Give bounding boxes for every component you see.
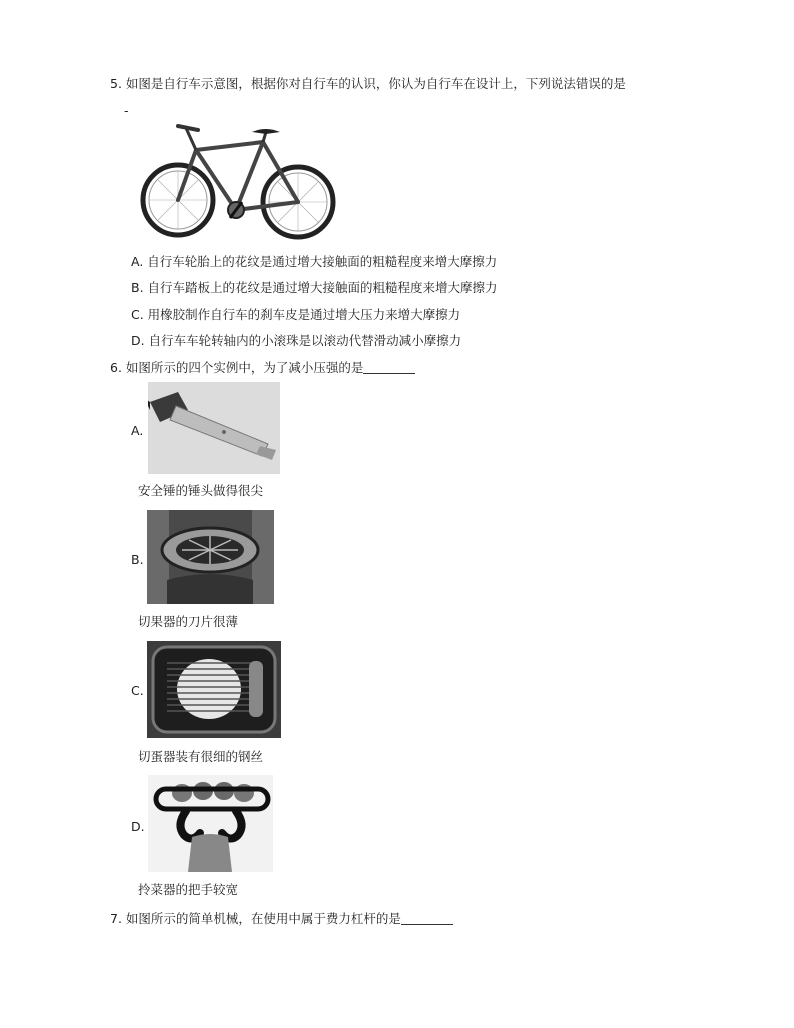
- egg-slicer-image: [147, 641, 281, 738]
- q6-stem-text: 6. 如图所示的四个实例中，为了减小压强的是: [110, 360, 364, 375]
- q6-option-b-caption: 切果器的刀片很薄: [138, 614, 239, 629]
- fruit-slicer-image: [147, 510, 274, 604]
- q5-option-a: A. 自行车轮胎上的花纹是通过增大接触面的粗糙程度来增大摩擦力: [131, 254, 498, 269]
- q6-option-d-caption: 拎菜器的把手较宽: [138, 882, 239, 897]
- q6-option-c-caption: 切蛋器装有很细的钢丝: [138, 749, 264, 764]
- q6-stem: [110, 360, 415, 376]
- q5-option-b: B. 自行车踏板上的花纹是通过增大接触面的粗糙程度来增大摩擦力: [131, 280, 498, 295]
- bag-carrier-image: [148, 775, 273, 872]
- q6-option-c-letter: C.: [131, 683, 144, 698]
- answer-blank: [363, 361, 415, 374]
- answer-blank: [401, 912, 453, 925]
- q6-option-b-letter: B.: [131, 552, 144, 567]
- q5-stem: 5. 如图是自行车示意图，根据你对自行车的认识，你认为自行车在设计上，下列说法错误的是: [110, 76, 626, 91]
- q6-option-d-letter: D.: [131, 819, 145, 834]
- q6-option-a-letter: A.: [131, 423, 144, 438]
- q5-blank: -: [124, 103, 129, 118]
- q6-option-a-caption: 安全锤的锤头做得很尖: [138, 483, 264, 498]
- safety-hammer-image: [148, 382, 280, 474]
- q5-option-c: C. 用橡胶制作自行车的刹车皮是通过增大压力来增大摩擦力: [131, 307, 461, 322]
- bicycle-image: [138, 120, 338, 245]
- q7-stem: [110, 911, 453, 927]
- q5-option-d: D. 自行车车轮转轴内的小滚珠是以滚动代替滑动减小摩擦力: [131, 333, 462, 348]
- q7-stem-text: 7. 如图所示的简单机械，在使用中属于费力杠杆的是: [110, 911, 401, 926]
